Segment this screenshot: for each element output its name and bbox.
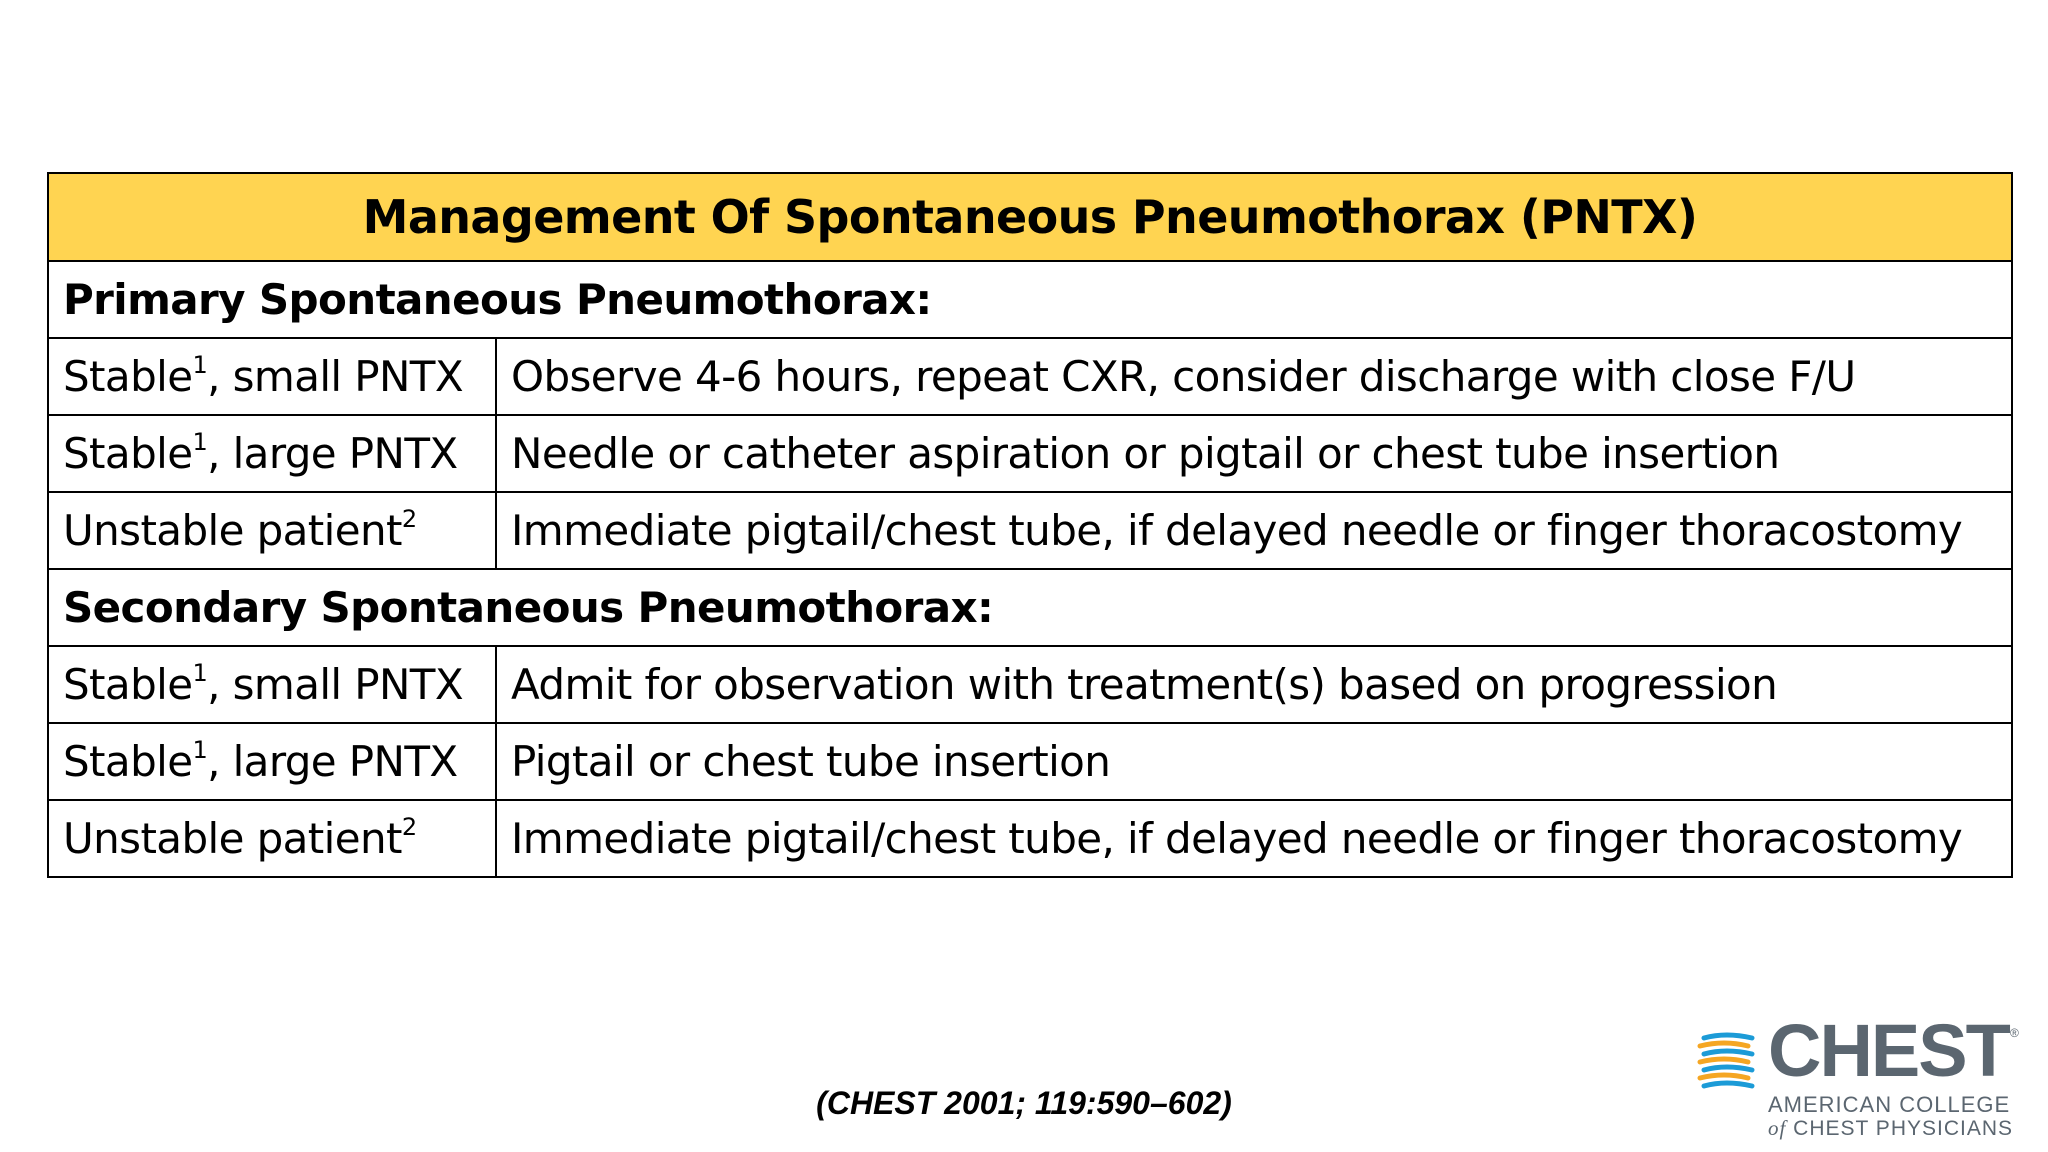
table-row [48, 646, 2012, 723]
section-heading-secondary: Secondary Spontaneous Pneumothorax: [48, 569, 2012, 646]
table-title: Management Of Spontaneous Pneumothorax (PNTX) [48, 173, 2012, 261]
management-cell: Immediate pigtail/chest tube, if delayed needle or finger thoracostomy [496, 800, 2012, 877]
table-title-row [48, 173, 2012, 261]
condition-cell [48, 800, 496, 877]
management-cell: Observe 4-6 hours, repeat CXR, consider discharge with close F/U [496, 338, 2012, 415]
table-row [48, 415, 2012, 492]
condition-label: Unstable patient [63, 813, 402, 863]
footnote-marker: 1 [192, 658, 208, 687]
condition-cell [48, 338, 496, 415]
management-cell: Pigtail or chest tube insertion [496, 723, 2012, 800]
condition-label: Stable [63, 351, 193, 401]
citation: (CHEST 2001; 119:590–602) [816, 1085, 1232, 1121]
condition-label: Stable [63, 659, 193, 709]
table-row [48, 800, 2012, 877]
condition-cell [48, 415, 496, 492]
condition-label: Stable [63, 428, 193, 478]
condition-label: Stable [63, 736, 193, 786]
condition-suffix: , large PNTX [207, 736, 458, 786]
footnote-marker: 1 [192, 427, 208, 456]
condition-label: Unstable patient [63, 505, 402, 555]
condition-suffix: , small PNTX [207, 659, 464, 709]
logo-line-2 [1768, 1116, 2013, 1141]
pneumothorax-management-table [47, 172, 2013, 878]
condition-cell [48, 646, 496, 723]
section-heading-row [48, 569, 2012, 646]
condition-suffix: , large PNTX [207, 428, 458, 478]
condition-cell [48, 723, 496, 800]
registered-mark: ® [2010, 1026, 2019, 1040]
management-cell: Admit for observation with treatment(s) based on progression [496, 646, 2012, 723]
footnote-marker: 2 [401, 504, 417, 533]
management-cell: Immediate pigtail/chest tube, if delayed needle or finger thoracostomy [496, 492, 2012, 569]
section-heading-primary: Primary Spontaneous Pneumothorax: [48, 261, 2012, 338]
logo-wordmark: CHEST [1768, 1009, 2009, 1092]
logo-line-2-rest: CHEST PHYSICIANS [1786, 1117, 2014, 1140]
footnote-marker: 1 [192, 735, 208, 764]
logo-line-2-prefix: of [1768, 1116, 1787, 1140]
condition-suffix: , small PNTX [207, 351, 464, 401]
footnote-marker: 1 [192, 350, 208, 379]
footnote-marker: 2 [401, 812, 417, 841]
logo-line-1: AMERICAN COLLEGE [1768, 1092, 2011, 1117]
section-heading-row [48, 261, 2012, 338]
table-row [48, 723, 2012, 800]
table-row [48, 338, 2012, 415]
condition-cell [48, 492, 496, 569]
table-row [48, 492, 2012, 569]
chest-logo [1696, 1009, 2026, 1140]
chest-stripes-logo-icon [1696, 1030, 1758, 1090]
management-cell: Needle or catheter aspiration or pigtail or chest tube insertion [496, 415, 2012, 492]
